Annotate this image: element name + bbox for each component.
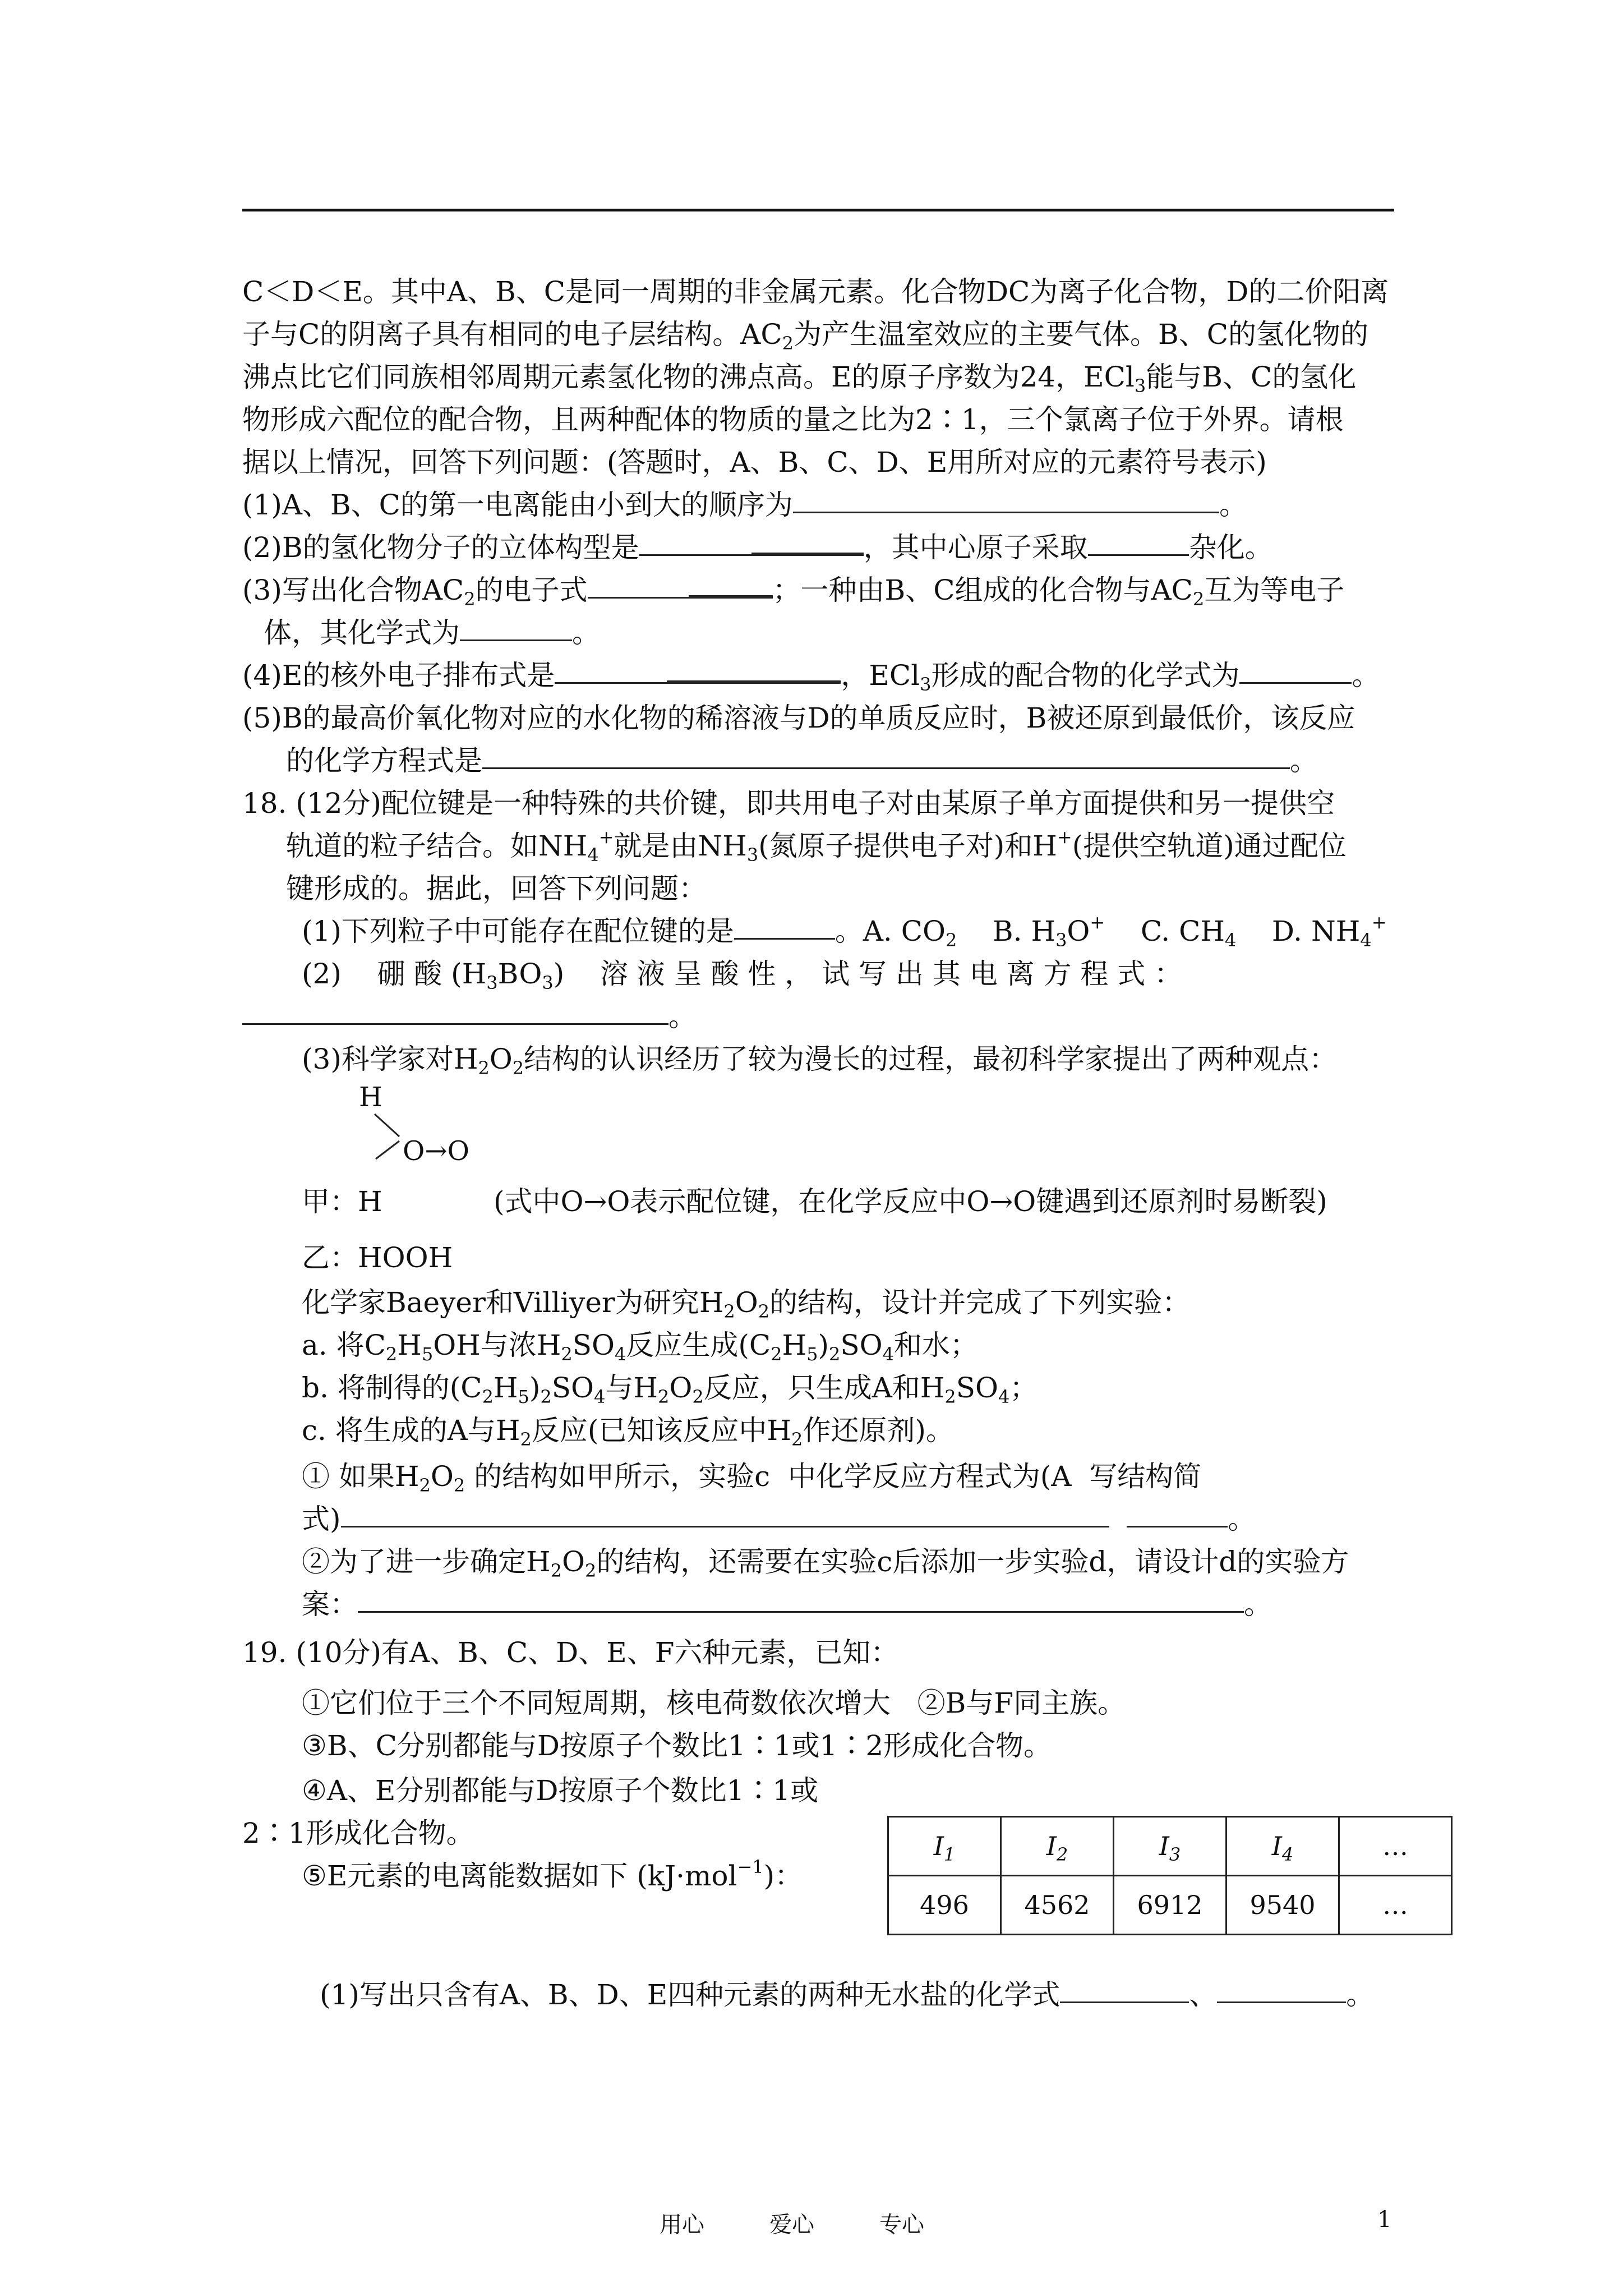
- q19-cond-4: ④A、E分别都能与D按原子个数比1∶1或: [302, 1774, 819, 1807]
- q18-part-3: (3)科学家对$H_2O_2$结构的认识经历了较为漫长的过程，最初科学家提出了两种观点：: [302, 1043, 1338, 1079]
- q19-cond-1: ①它们位于三个不同短周期，核电荷数依次增大 ②B与F同主族。: [302, 1687, 1126, 1719]
- q18-item-2-cont: 案： 。: [302, 1588, 1272, 1621]
- answer-blank[interactable]: [1127, 1503, 1228, 1527]
- q19-part-1: (1)写出只含有A、B、D、E四种元素的两种无水盐的化学式 、 。: [320, 1978, 1375, 2011]
- table-cell: 4562: [1001, 1876, 1114, 1935]
- q17-part-4: (4)E的核外电子排布式是 ，ECl$_3$形成的配合物的化学式为 。: [242, 659, 1380, 695]
- table-cell: …: [1339, 1876, 1452, 1935]
- answer-blank[interactable]: [751, 530, 864, 556]
- q19-cond-3: ③B、C分别都能与D按原子个数比1∶1或1∶2形成化合物。: [302, 1729, 1052, 1762]
- intro-line-4: 物形成六配位的配合物，且两种配体的物质的量之比为2∶1，三个氯离子位于外界。请根: [242, 403, 1344, 436]
- footer-text-2: 爱心: [769, 2212, 814, 2238]
- ionization-energy-table: [887, 1816, 1453, 1935]
- answer-blank[interactable]: [1217, 1979, 1346, 2003]
- page-number: 1: [1377, 2207, 1392, 2233]
- q17-part-3: (3)写出化合物$AC_2$的电子式 ；一种由B、C组成的化合物与$AC_2$互为等电子: [242, 574, 1345, 610]
- table-header: $I_2$: [1001, 1817, 1114, 1876]
- q18-part-2: (2) 硼 酸 $(H_3BO_3)$ 溶 液 呈 酸 性 ， 试 写 出 其 电 离 方 程 式 ：: [302, 958, 1183, 993]
- answer-blank[interactable]: [639, 532, 751, 556]
- answer-blank[interactable]: [689, 573, 773, 599]
- answer-blank[interactable]: [242, 1001, 668, 1025]
- answer-blank[interactable]: [588, 574, 689, 599]
- q19-stem: 19. (10分)有A、B、C、D、E、F六种元素，已知：: [242, 1636, 899, 1669]
- answer-blank[interactable]: [460, 617, 572, 641]
- table-cell: 6912: [1114, 1876, 1227, 1935]
- q18-experiment-intro: 化学家Baeyer和Villiyer为研究$H_2O_2$的结构，设计并完成了下列实验：: [302, 1286, 1191, 1322]
- intro-line-3: 沸点比它们同族相邻周期元素氢化物的沸点高。E的原子序数为24，ECl$_3$能与B、C的氢化: [242, 361, 1357, 397]
- answer-blank[interactable]: [341, 1503, 1109, 1527]
- table-header: $I_3$: [1114, 1817, 1227, 1876]
- answer-blank[interactable]: [482, 745, 1290, 769]
- q17-part-5: (5)B的最高价氧化物对应的水化物的稀溶液与D的单质反应时，B被还原到最低价，该反应: [242, 702, 1355, 734]
- table-header-row: [888, 1817, 1452, 1876]
- q18-item-2: ②为了进一步确定$H_2O_2$的结构，还需要在实验c后添加一步实验d，请设计d的实验方: [302, 1545, 1349, 1581]
- q18-part-1: (1)下列粒子中可能存在配位键的是 。A. $CO_2$ B. $H_3O^+$ C. $CH_4$ D. $NH_4^+$: [302, 912, 1387, 951]
- q17-part-2: (2)B的氢化物分子的立体构型是 ，其中心原子采取 杂化。: [242, 531, 1273, 564]
- q18-stem-2: 轨道的粒子结合。如$NH_4^+$就是由$NH_3$(氮原子提供电子对)和H+(提供空轨道)通过配位: [286, 826, 1347, 866]
- q19-cond-5: ⑤E元素的电离能数据如下 (kJ·mol$^{-1}$)：: [302, 1856, 803, 1892]
- intro-line-2: 子与C的阴离子具有相同的电子层结构。$AC_2$为产生温室效应的主要气体。B、C的氢化物的: [242, 318, 1368, 354]
- structure-note: (式中O→O表示配位键，在化学反应中O→O键遇到还原剂时易断裂): [494, 1185, 1327, 1218]
- footer-text-3: 专心: [879, 2212, 924, 2238]
- intro-line-5: 据以上情况，回答下列问题：(答题时，A、B、C、D、E用所对应的元素符号表示): [242, 446, 1267, 478]
- q18-item-1-cont: 式) 。: [302, 1503, 1256, 1535]
- table-cell: 496: [888, 1876, 1001, 1935]
- answer-blank[interactable]: [667, 658, 841, 684]
- answer-blank[interactable]: [1239, 660, 1352, 684]
- q19-cond-4-cont: 2∶1形成化合物。: [242, 1817, 474, 1849]
- structure-h-top: H: [359, 1082, 382, 1113]
- table-header: $I_4$: [1227, 1817, 1339, 1876]
- header-rule: [242, 209, 1394, 211]
- q18-item-1: ① 如果$H_2O_2$ 的结构如甲所示，实验c 中化学反应方程式为(A 写结构简: [302, 1460, 1202, 1496]
- table-row: [888, 1876, 1452, 1935]
- footer-text-1: 用心: [660, 2212, 704, 2238]
- table-cell: 9540: [1227, 1876, 1339, 1935]
- q17-part-3-cont: 体，其化学式为 。: [264, 616, 600, 649]
- q18-stem-3: 键形成的。据此，回答下列问题：: [286, 872, 707, 905]
- q18-stem-1: 18. (12分)配位键是一种特殊的共价键，即共用电子对由某原子单方面提供和另一提供空: [242, 787, 1335, 820]
- q18-step-c: c. 将生成的A与$H_2$反应(已知该反应中$H_2$作还原剂)。: [302, 1414, 954, 1450]
- answer-blank[interactable]: [358, 1589, 1244, 1613]
- structure-jia: 甲：H: [302, 1185, 382, 1218]
- q17-part-5-cont: 的化学方程式是 。: [286, 744, 1318, 777]
- answer-blank[interactable]: [1088, 532, 1189, 556]
- q18-step-a: a. 将$C_2H_5OH$与浓$H_2SO_4$反应生成$(C_2H_5)_2SO_4$和水；: [302, 1329, 978, 1365]
- answer-blank[interactable]: [555, 660, 667, 684]
- q18-step-b: b. 将制得的$(C_2H_5)_2SO_4$与$H_2O_2$反应，只生成A和$H_2SO_4$；: [302, 1372, 1038, 1407]
- table-header: $I_1$: [888, 1817, 1001, 1876]
- answer-blank[interactable]: [1060, 1979, 1189, 2003]
- structure-o-o: O→O: [403, 1135, 469, 1167]
- intro-line-1: C＜D＜E。其中A、B、C是同一周期的非金属元素。化合物DC为离子化合物，D的二价阳离: [242, 275, 1389, 308]
- table-header: …: [1339, 1817, 1452, 1876]
- answer-blank[interactable]: [734, 915, 835, 940]
- answer-blank[interactable]: [793, 489, 1219, 513]
- structure-yi: 乙：HOOH: [302, 1241, 453, 1274]
- q17-part-1: (1)A、B、C的第一电离能由小到大的顺序为 。: [242, 489, 1247, 521]
- q18-part-2-cont: 。: [242, 999, 697, 1034]
